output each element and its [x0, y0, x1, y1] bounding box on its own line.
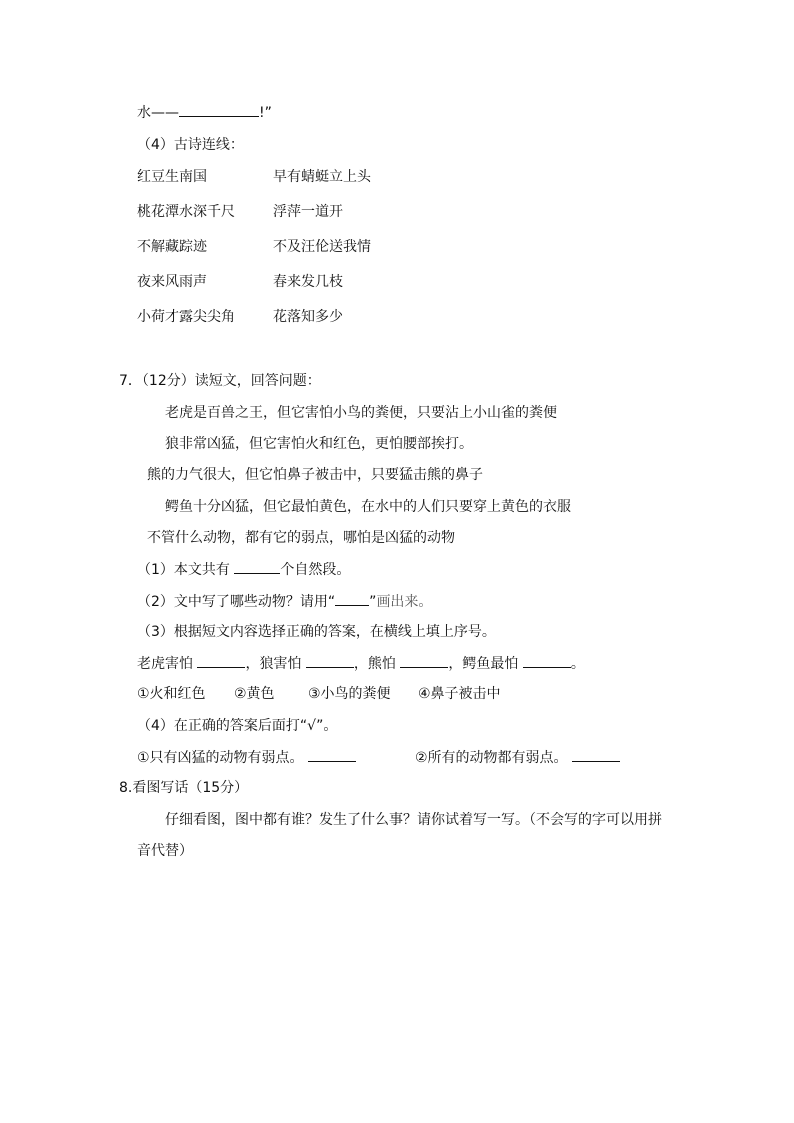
poem-right-2[interactable]: 浮萍一道开 — [273, 204, 343, 220]
continuation-suffix: !” — [259, 105, 272, 121]
option-1: ①火和红色 — [137, 686, 206, 702]
fill-croc-blank[interactable] — [523, 653, 571, 668]
fill-tiger-label: 老虎害怕 — [137, 656, 198, 672]
poem-right-4[interactable]: 春来发几枝 — [273, 274, 343, 290]
fill-wolf-label: ，狼害怕 — [245, 656, 306, 672]
poem-section-title: （4）古诗连线： — [137, 137, 244, 153]
poem-right-1[interactable]: 早有蜻蜓立上头 — [273, 169, 371, 185]
sub2-suffix: ” — [369, 594, 377, 610]
paragraph-count-blank[interactable] — [234, 559, 280, 574]
option-3: ③小鸟的粪便 — [308, 686, 391, 702]
sub2-tail: 画出来。 — [376, 594, 433, 610]
passage-line-5: 不管什么动物，都有它的弱点，哪怕是凶猛的动物 — [147, 530, 455, 546]
poem-right-3[interactable]: 不及汪伦送我情 — [273, 239, 371, 255]
sub1-prefix: （1）本文共有 — [137, 562, 235, 578]
continuation-line — [137, 102, 272, 123]
poem-left-5[interactable]: 小荷才露尖尖角 — [137, 309, 235, 325]
passage-line-3: 熊的力气很大，但它怕鼻子被击中，只要猛击熊的鼻子 — [147, 467, 483, 483]
passage-line-1: 老虎是百兽之王，但它害怕小鸟的粪便，只要沾上小山雀的粪便 — [165, 405, 557, 421]
poem-left-2[interactable]: 桃花潭水深千尺 — [137, 204, 235, 220]
fill-end: 。 — [570, 656, 585, 672]
q7-sub2 — [137, 591, 432, 612]
poem-left-3[interactable]: 不解藏踪迹 — [137, 239, 207, 255]
fill-tiger-blank[interactable] — [197, 653, 245, 668]
passage-line-4: 鳄鱼十分凶猛，但它最怕黄色，在水中的人们只要穿上黄色的衣服 — [165, 499, 571, 515]
answer-blank[interactable] — [179, 102, 259, 117]
poem-left-4[interactable]: 夜来风雨声 — [137, 274, 207, 290]
q7-sub1 — [137, 559, 350, 580]
judge-2-blank[interactable] — [572, 747, 620, 762]
q7-header: 7．（12分）读短文，回答问题： — [119, 373, 321, 389]
continuation-prefix: 水—— — [137, 105, 179, 121]
fill-bear-label: ，熊怕 — [353, 656, 401, 672]
sub2-prefix: （2）文中写了哪些动物？请用“ — [137, 594, 336, 610]
option-2: ②黄色 — [234, 686, 275, 702]
q7-fill-line — [137, 653, 585, 674]
underline-sample — [335, 591, 369, 606]
judge-2 — [415, 747, 620, 768]
poem-left-1[interactable]: 红豆生南国 — [137, 169, 207, 185]
fill-bear-blank[interactable] — [400, 653, 448, 668]
q8-instruction-1: 仔细看图，图中都有谁？发生了什么事？请你试着写一写。（不会写的字可以用拼 — [165, 812, 662, 828]
q8-header: 8.看图写话（15分） — [119, 780, 249, 796]
q8-instruction-2: 音代替） — [137, 843, 193, 859]
judge-1-text: ①只有凶猛的动物有弱点。 — [137, 750, 304, 766]
fill-croc-label: ，鳄鱼最怕 — [448, 656, 523, 672]
q7-sub4: （4）在正确的答案后面打“√”。 — [137, 718, 338, 734]
q7-sub3: （3）根据短文内容选择正确的答案，在横线上填上序号。 — [137, 624, 496, 640]
judge-2-text: ②所有的动物都有弱点。 — [415, 750, 568, 766]
judge-1 — [137, 747, 356, 768]
passage-line-2: 狼非常凶猛，但它害怕火和红色，更怕腰部挨打。 — [165, 436, 473, 452]
poem-right-5[interactable]: 花落知多少 — [273, 309, 343, 325]
judge-1-blank[interactable] — [308, 747, 356, 762]
option-4: ④鼻子被击中 — [418, 686, 501, 702]
sub1-suffix: 个自然段。 — [280, 562, 351, 578]
fill-wolf-blank[interactable] — [306, 653, 354, 668]
